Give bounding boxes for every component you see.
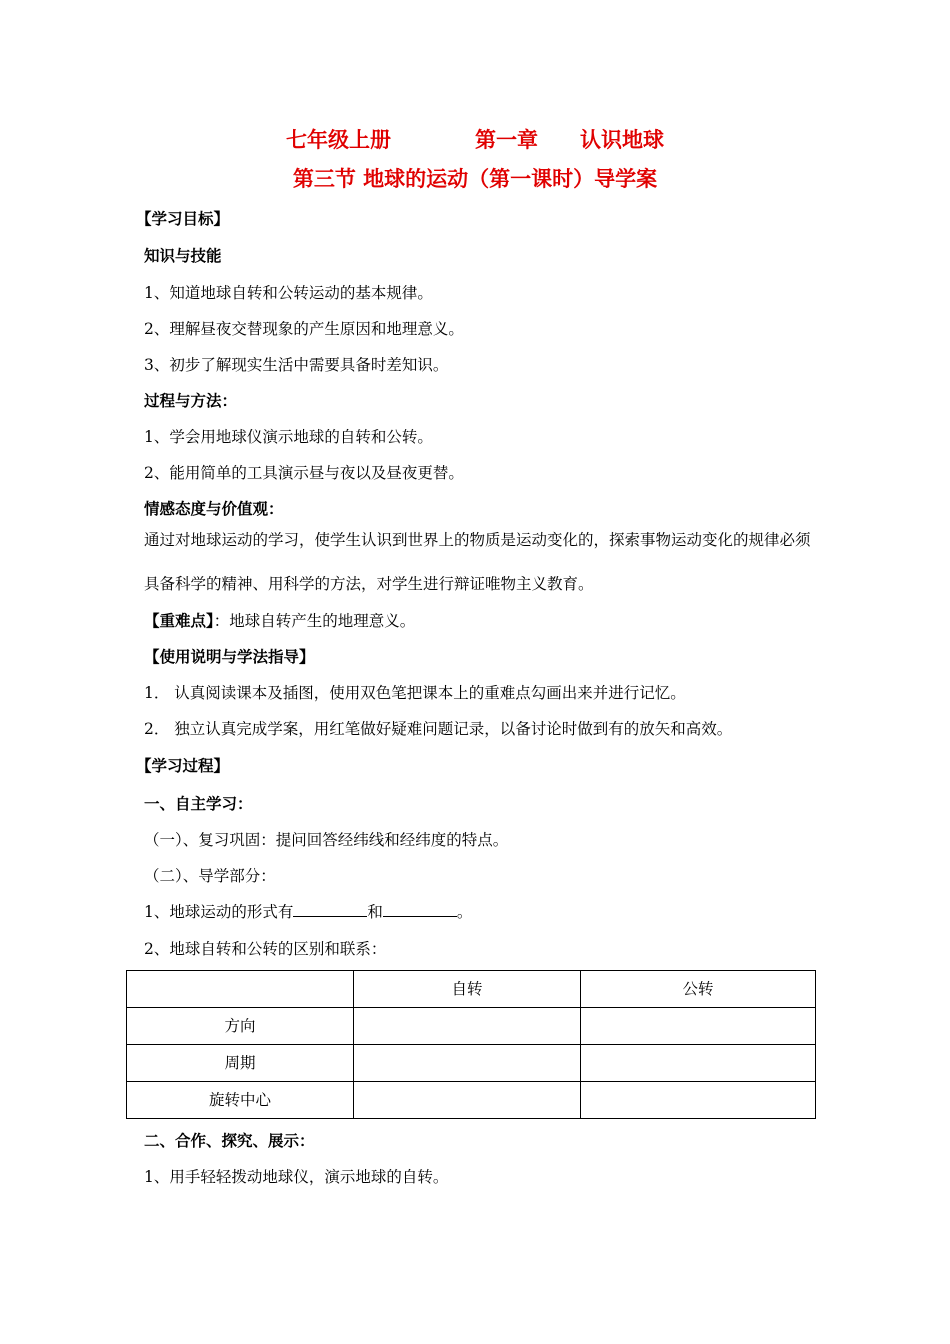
table-row-label-center: 旋转中心 (127, 1082, 354, 1119)
process-section-heading: 【学习过程】 (136, 757, 230, 775)
table-row (127, 1045, 816, 1082)
key-points-line (144, 609, 415, 631)
key-points-label: 【重难点】 (144, 612, 214, 630)
answer-blank-1[interactable] (293, 902, 367, 917)
guide-line: （二）、导学部分： (144, 867, 276, 885)
knowledge-item-1: 1、知道地球自转和公转运动的基本规律。 (144, 284, 433, 302)
table-row-label-direction: 方向 (127, 1008, 354, 1045)
instructions-item-1: 1． 认真阅读课本及插图，使用双色笔把课本上的重难点勾画出来并进行记忆。 (144, 684, 686, 702)
objectives-heading: 【学习目标】 (136, 210, 230, 228)
header-title-line1: 七年级上册 第一章 认识地球 (286, 128, 664, 152)
table-row (127, 971, 816, 1008)
process-item-1: 1、学会用地球仪演示地球的自转和公转。 (144, 428, 433, 446)
table-cell[interactable] (354, 1045, 581, 1082)
question-1 (144, 900, 472, 922)
knowledge-item-2: 2、理解昼夜交替现象的产生原因和地理意义。 (144, 320, 464, 338)
knowledge-heading: 知识与技能 (144, 247, 222, 265)
table-row (127, 1008, 816, 1045)
question-1-mid: 和 (367, 903, 383, 921)
table-header-revolution: 公转 (581, 971, 816, 1008)
table-header-rotation: 自转 (354, 971, 581, 1008)
table-header-empty (127, 971, 354, 1008)
question-1-prefix: 1、地球运动的形式有 (144, 903, 294, 921)
table-cell[interactable] (581, 1045, 816, 1082)
process-heading: 过程与方法： (144, 392, 238, 410)
key-points-text: ：地球自转产生的地理意义。 (213, 612, 416, 630)
table-row (127, 1082, 816, 1119)
comparison-table (126, 970, 816, 1119)
instructions-heading: 【使用说明与学法指导】 (144, 648, 315, 666)
process-item-2: 2、能用简单的工具演示昼与夜以及昼夜更替。 (144, 464, 464, 482)
header-title-line2: 第三节 地球的运动（第一课时）导学案 (292, 167, 658, 191)
emotion-paragraph: 通过对地球运动的学习，使学生认识到世界上的物质是运动变化的，探索事物运动变化的规律必须具备科学的精神、用科学的方法，对学生进行辩证唯物主义教育。 (144, 531, 811, 593)
table-cell[interactable] (581, 1008, 816, 1045)
table-cell[interactable] (354, 1082, 581, 1119)
answer-blank-2[interactable] (383, 902, 457, 917)
question-2: 2、地球自转和公转的区别和联系： (144, 940, 387, 958)
cooperate-heading: 二、合作、探究、展示： (144, 1132, 315, 1150)
question-1-suffix: 。 (456, 903, 473, 921)
table-cell[interactable] (581, 1082, 816, 1119)
knowledge-item-3: 3、初步了解现实生活中需要具备时差知识。 (144, 356, 449, 374)
table-cell[interactable] (354, 1008, 581, 1045)
table-row-label-period: 周期 (127, 1045, 354, 1082)
review-line: （一）、复习巩固：提问回答经纬线和经纬度的特点。 (144, 831, 509, 849)
self-study-heading: 一、自主学习： (144, 795, 253, 813)
cooperate-item-1: 1、用手轻轻拨动地球仪，演示地球的自转。 (144, 1168, 449, 1186)
instructions-item-2: 2． 独立认真完成学案，用红笔做好疑难问题记录，以备讨论时做到有的放矢和高效。 (144, 720, 733, 738)
emotion-heading: 情感态度与价值观： (144, 500, 284, 518)
